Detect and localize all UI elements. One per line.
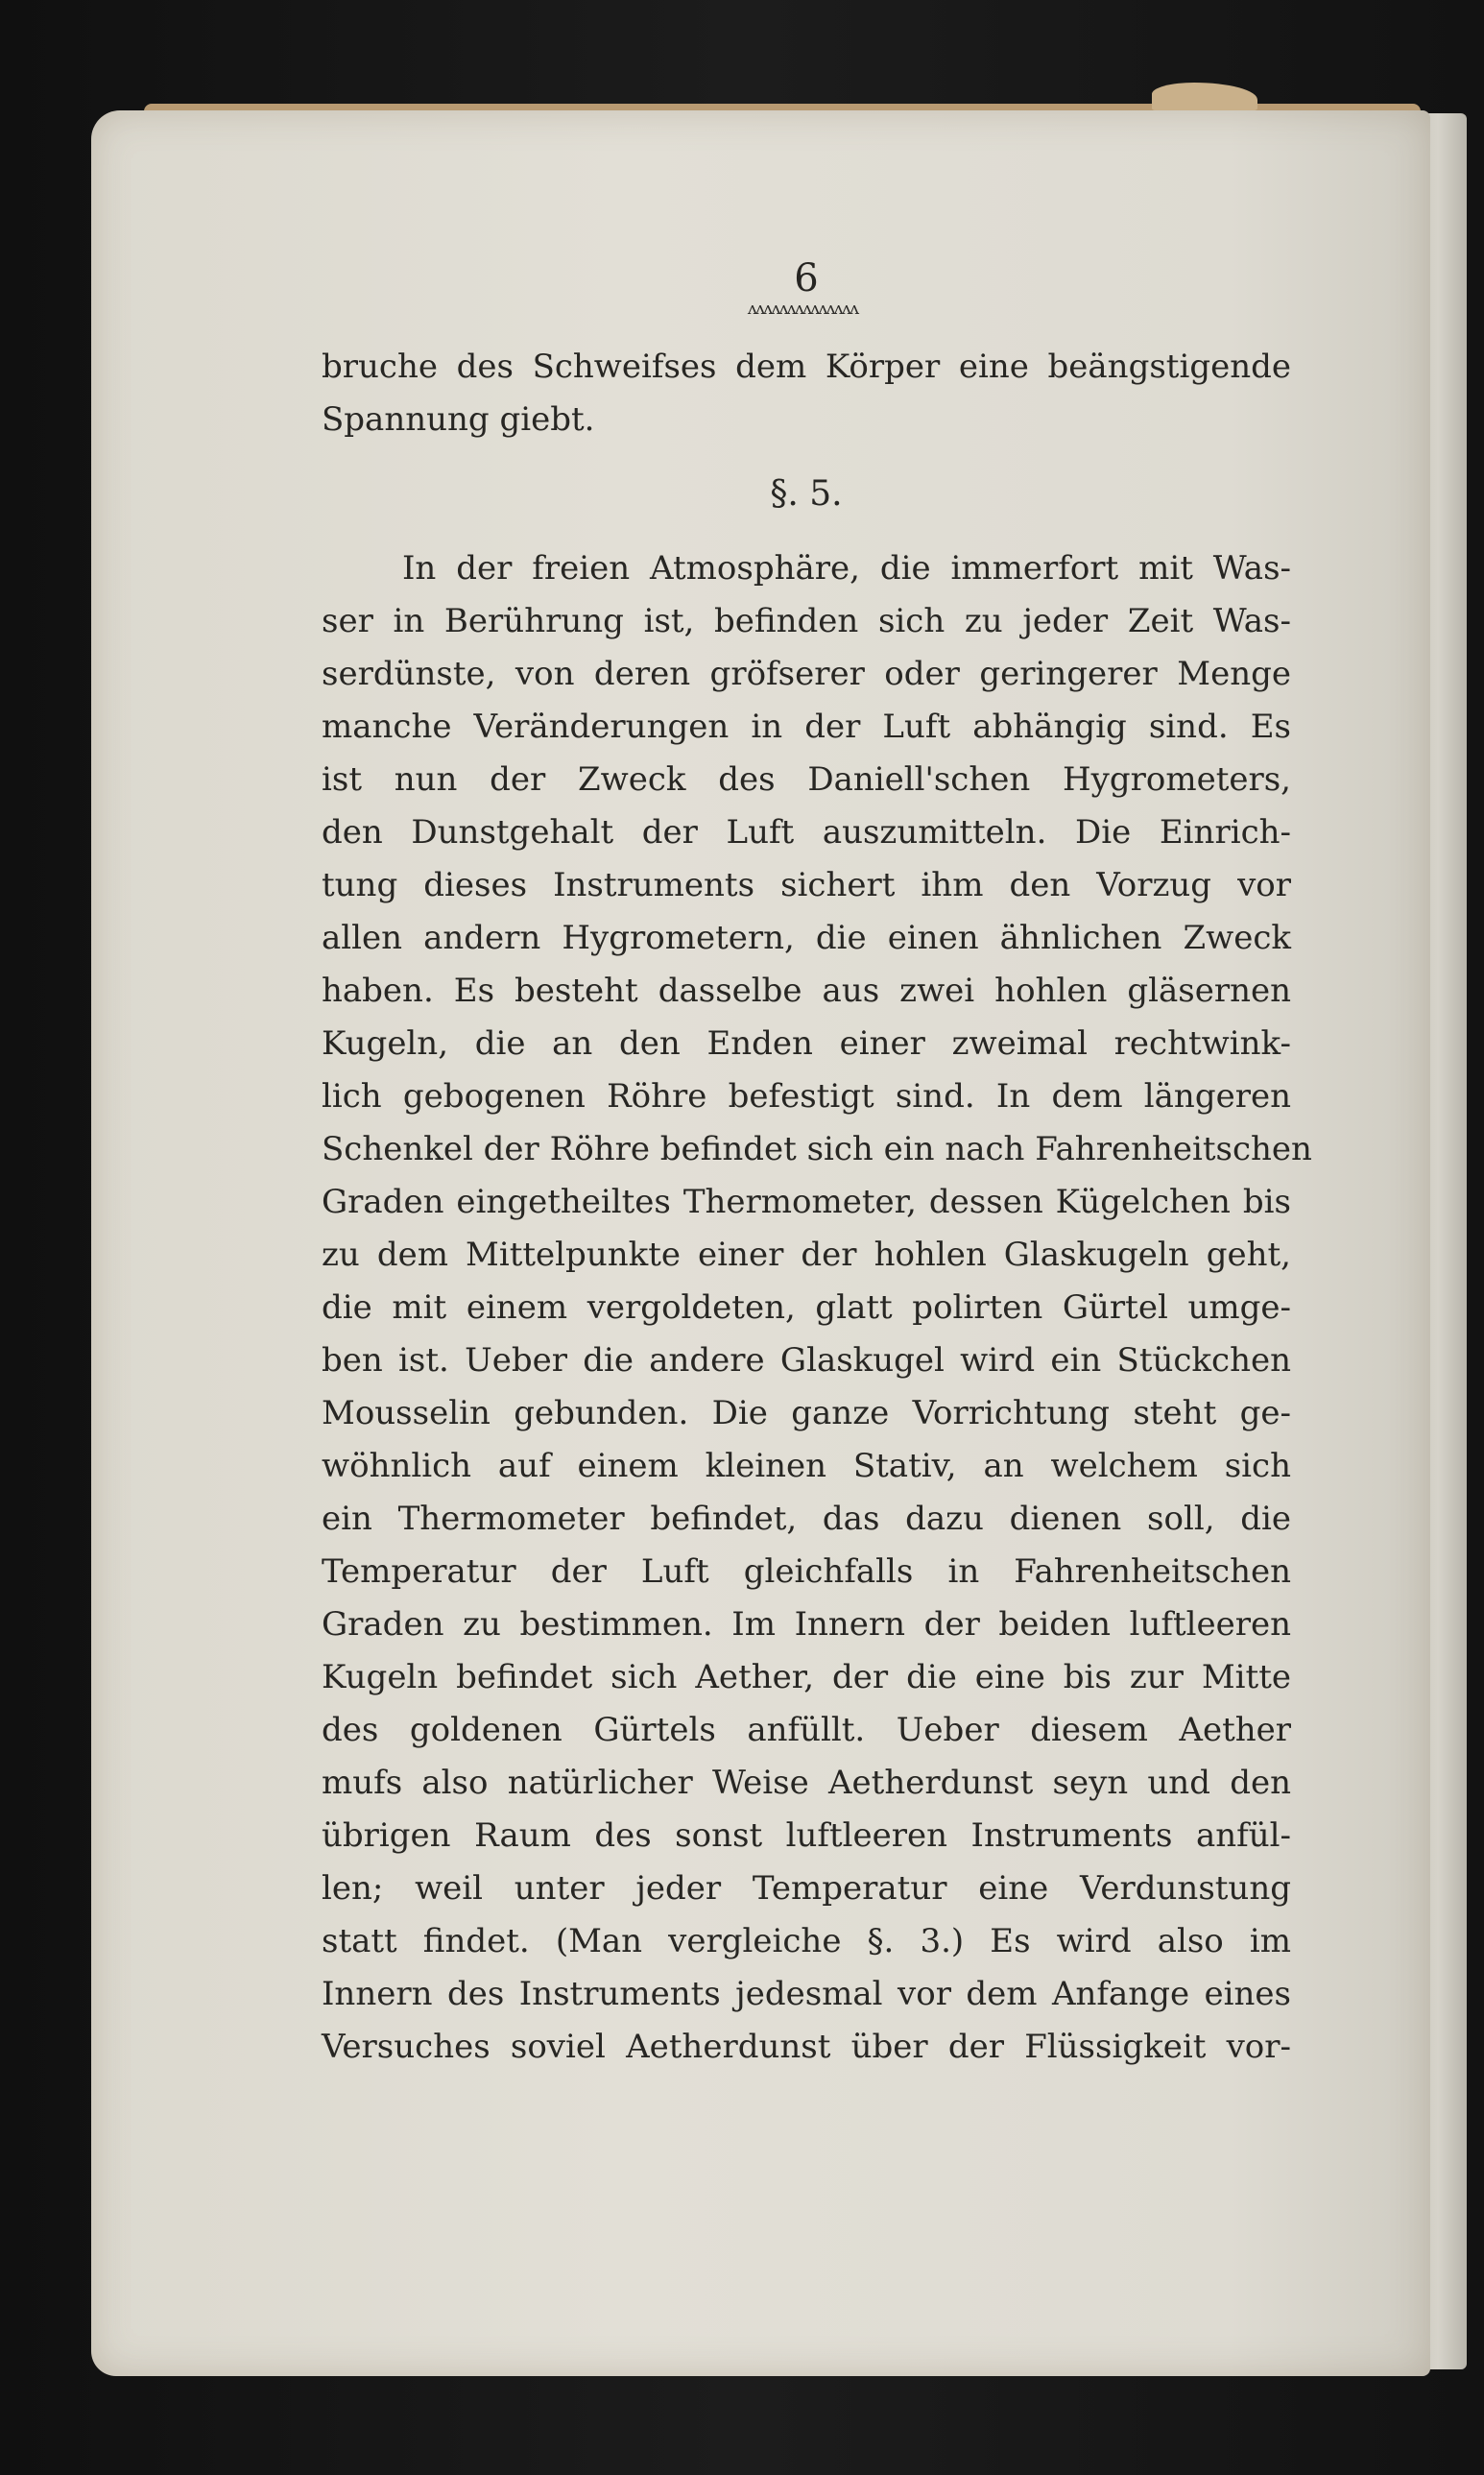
text-line: ben ist. Ueber die andere Glaskugel wird ein Stückchen — [322, 1341, 1291, 1380]
text-line: statt findet. (Man vergleiche §. 3.) Es wird also im — [322, 1922, 1291, 1960]
text-line: Spannung giebt. — [322, 400, 595, 439]
section-heading: §. 5. — [770, 474, 843, 514]
text-line: Versuches soviel Aetherdunst über der Flüssigkeit vor- — [322, 2028, 1291, 2066]
text-line: ein Thermometer befindet, das dazu dienen soll, die — [322, 1500, 1291, 1538]
text-line: zu dem Mittelpunkte einer der hohlen Glaskugeln geht, — [322, 1236, 1291, 1274]
text-line: Innern des Instruments jedesmal vor dem Anfange eines — [322, 1975, 1291, 2013]
text-line: wöhnlich auf einem kleinen Stativ, an welchem sich — [322, 1447, 1291, 1485]
text-line: Graden eingetheiltes Thermometer, dessen Kügelchen bis — [322, 1183, 1291, 1221]
text-line: Temperatur der Luft gleichfalls in Fahrenheitschen — [322, 1552, 1291, 1591]
text-line: bruche des Schweifses dem Körper eine beängstigende — [322, 348, 1291, 386]
text-line: ser in Berührung ist, befinden sich zu jeder Zeit Was- — [322, 602, 1291, 640]
text-line: lich gebogenen Röhre befestigt sind. In dem längeren — [322, 1077, 1291, 1116]
text-line: Graden zu bestimmen. Im Innern der beiden luftleeren — [322, 1605, 1291, 1644]
text-line: Kugeln, die an den Enden einer zweimal rechtwink- — [322, 1024, 1291, 1063]
text-line: übrigen Raum des sonst luftleeren Instruments anfül- — [322, 1816, 1291, 1855]
text-line: len; weil unter jeder Temperatur eine Verdunstung — [322, 1869, 1291, 1908]
text-line: tung dieses Instruments sichert ihm den Vorzug vor — [322, 866, 1291, 904]
text-line: des goldenen Gürtels anfüllt. Ueber diesem Aether — [322, 1711, 1291, 1749]
text-line: In der freien Atmosphäre, die immerfort mit Was- — [402, 549, 1291, 588]
page-number: 6 — [794, 256, 819, 300]
page-body — [322, 341, 1312, 2074]
text-line: manche Veränderungen in der Luft abhängig sind. Es — [322, 708, 1291, 746]
text-line: den Dunstgehalt der Luft auszumitteln. Die Einrich- — [322, 813, 1291, 852]
text-line: Mousselin gebunden. Die ganze Vorrichtung steht ge- — [322, 1394, 1291, 1432]
text-line: mufs also natürlicher Weise Aetherdunst seyn und den — [322, 1764, 1291, 1802]
text-line: die mit einem vergoldeten, glatt polirten Gürtel umge- — [322, 1288, 1291, 1327]
text-line: haben. Es besteht dasselbe aus zwei hohlen gläsernen — [322, 972, 1291, 1010]
header-ornament: ʌʌʌʌʌʌʌʌʌʌʌʌʌʌ — [747, 300, 858, 318]
text-line: Kugeln befindet sich Aether, der die eine bis zur Mitte — [322, 1658, 1291, 1696]
text-line: serdünste, von deren gröfserer oder geringerer Menge — [322, 655, 1291, 693]
text-line: Schenkel der Röhre befindet sich ein nach Fahrenheitschen — [322, 1130, 1312, 1168]
text-line: allen andern Hygrometern, die einen ähnlichen Zweck — [322, 919, 1291, 957]
text-line: ist nun der Zweck des Daniell'schen Hygrometers, — [322, 760, 1291, 799]
